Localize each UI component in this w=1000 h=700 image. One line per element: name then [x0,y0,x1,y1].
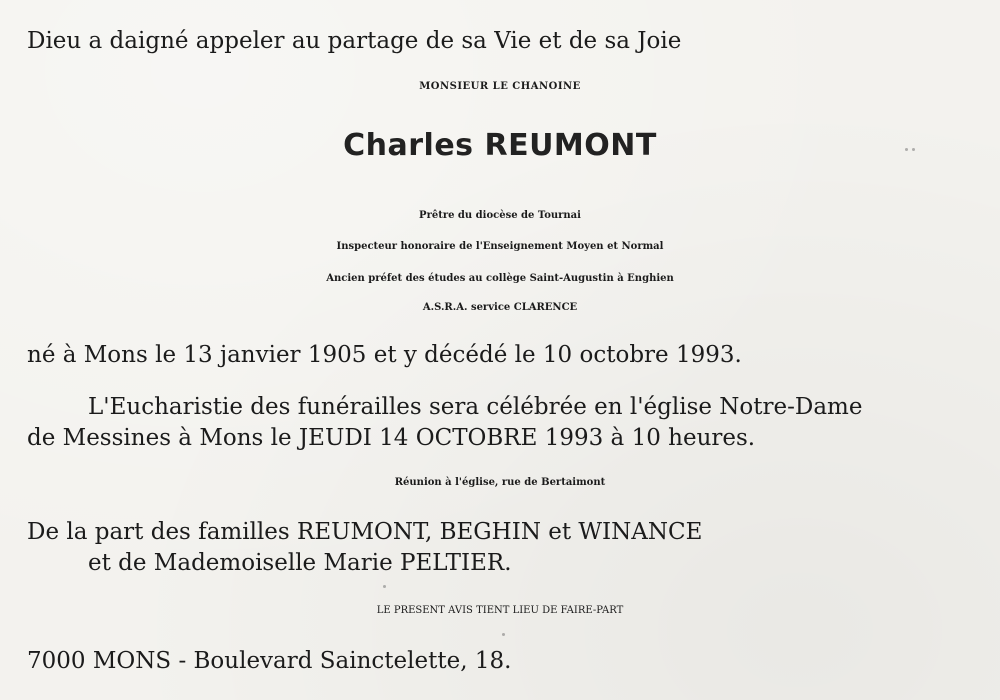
faire-part-notice: LE PRESENT AVIS TIENT LIEU DE FAIRE-PART [376,605,624,616]
role-line: Prêtre du diocèse de Tournai [419,210,581,221]
print-speck [383,585,386,588]
funeral-line: L'Eucharistie des funérailles sera célébrée en l'église Notre-Dame [88,394,863,420]
birth-death-line: né à Mons le 13 janvier 1905 et y décédé le 10 octobre 1993. [27,342,742,368]
role-line: Inspecteur honoraire de l'Enseignement Moyen et Normal [336,241,664,252]
role-line: A.S.R.A. service CLARENCE [422,302,578,313]
intro-text: Dieu a daigné appeler au partage de sa Vie et de sa Joie [27,28,682,54]
funeral-line: de Messines à Mons le JEUDI 14 OCTOBRE 1993 à 10 heures. [27,425,756,451]
address-line: 7000 MONS - Boulevard Sainctelette, 18. [27,648,512,674]
meeting-line: Réunion à l'église, rue de Bertaimont [394,477,606,488]
honorific-title: MONSIEUR LE CHANOINE [419,81,581,92]
role-line: Ancien préfet des études au collège Saint-Augustin à Enghien [326,273,674,284]
print-speck [905,148,908,151]
print-speck [502,633,505,636]
family-line: et de Mademoiselle Marie PELTIER. [88,550,512,576]
print-speck [912,148,915,151]
deceased-name: Charles REUMONT [343,128,657,163]
family-line: De la part des familles REUMONT, BEGHIN et WINANCE [27,519,703,545]
